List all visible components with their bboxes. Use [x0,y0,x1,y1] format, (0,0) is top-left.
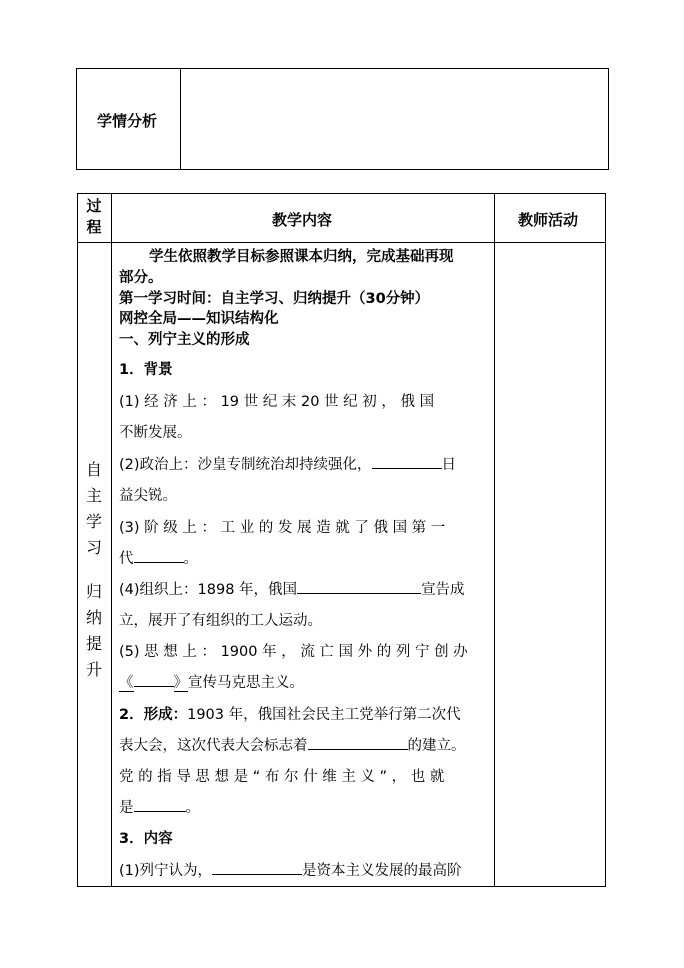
study-time-line: 第一学习时间：自主学习、归纳提升（30分钟） [119,291,430,307]
process-label-summarize [78,579,110,683]
header-teacher: 教师活动 [518,211,579,229]
process-char: 主 [85,486,102,505]
text-line: (5) 思 想 上 ： 1900 年 ， 流 亡 国 外 的 列 宁 创 办 [119,644,468,660]
process-label-self-study [78,457,110,561]
section-heading: 一、列宁主义的形成 [119,332,250,348]
process-char: 提 [85,634,102,653]
analysis-divider [180,69,181,169]
content-cell [111,242,494,888]
text-line: (3) 阶 级 上 ： 工 业 的 发 展 造 就 了 俄 国 第 一 [119,520,446,536]
header-process-char: 程 [86,218,102,236]
text-segment: 。 [185,800,200,816]
blank-line [308,735,408,750]
analysis-label: 学情分析 [97,112,158,130]
process-char: 升 [85,660,102,679]
analysis-table [76,68,609,170]
text-segment: (2)政治上：沙皇专制统治却持续强化， [119,457,372,473]
header-content: 教学内容 [272,211,333,229]
text-segment: 宣传马克思主义。 [188,675,304,691]
text-line: 立，展开了有组织的工人运动。 [119,613,322,629]
process-char: 自 [85,460,102,479]
text-segment: 是 [119,800,134,816]
text-line: (1) 经 济 上 ： 19 世 纪 末 20 世 纪 初 ， 俄 国 [119,394,435,410]
text-segment: 是资本主义发展的最高阶 [302,863,462,879]
main-table [77,193,606,887]
text-segment: 1903 年，俄国社会民主工党举行第二次代 [187,707,461,723]
text-line: 益尖锐。 [119,488,177,504]
process-char: 纳 [85,608,102,627]
header-process [78,196,110,238]
blank-line [134,797,186,812]
text-segment: 代 [119,551,134,567]
subheading-formation: 2．形成： [119,707,188,723]
text-segment: 表大会，这次代表大会标志着 [119,738,308,754]
text-segment: (1)列宁认为， [119,863,213,879]
text-segment: 。 [183,551,198,567]
text-line [119,578,465,599]
overview-line: 网控全局——知识结构化 [119,311,279,327]
text-line: 党 的 指 导 思 想 是 “ 布 尔 什 维 主 义 ” ， 也 就 [119,769,445,785]
blank-line [297,579,421,594]
blank-line [134,672,174,687]
process-char: 学 [85,512,102,531]
header-process-char: 过 [86,197,102,215]
text-line [119,859,462,880]
text-line [119,703,461,724]
process-char: 习 [85,538,102,557]
text-line: 不断发展。 [119,425,192,441]
subheading-content: 3．内容 [119,831,173,847]
text-line [119,796,200,817]
subheading-background: 1．背景 [119,362,173,378]
blank-line [134,548,184,563]
intro-line: 学生依照教学目标参照课本归纳，完成基础再现 [149,249,454,265]
teacher-activity-cell [495,243,605,886]
text-segment: 宣告成 [421,582,465,598]
text-segment: 》 [173,675,188,691]
blank-line [372,454,442,469]
text-segment: 的建立。 [407,738,466,754]
text-line [119,671,304,692]
text-line [119,547,198,568]
text-line [119,734,466,755]
text-line [119,453,456,474]
blank-line [212,860,302,875]
intro-line: 部分。 [119,270,163,286]
text-segment: 《 [119,675,134,691]
text-segment: (4)组织上：1898 年，俄国 [119,582,298,598]
text-segment: 日 [441,457,457,473]
process-char: 归 [85,582,102,601]
